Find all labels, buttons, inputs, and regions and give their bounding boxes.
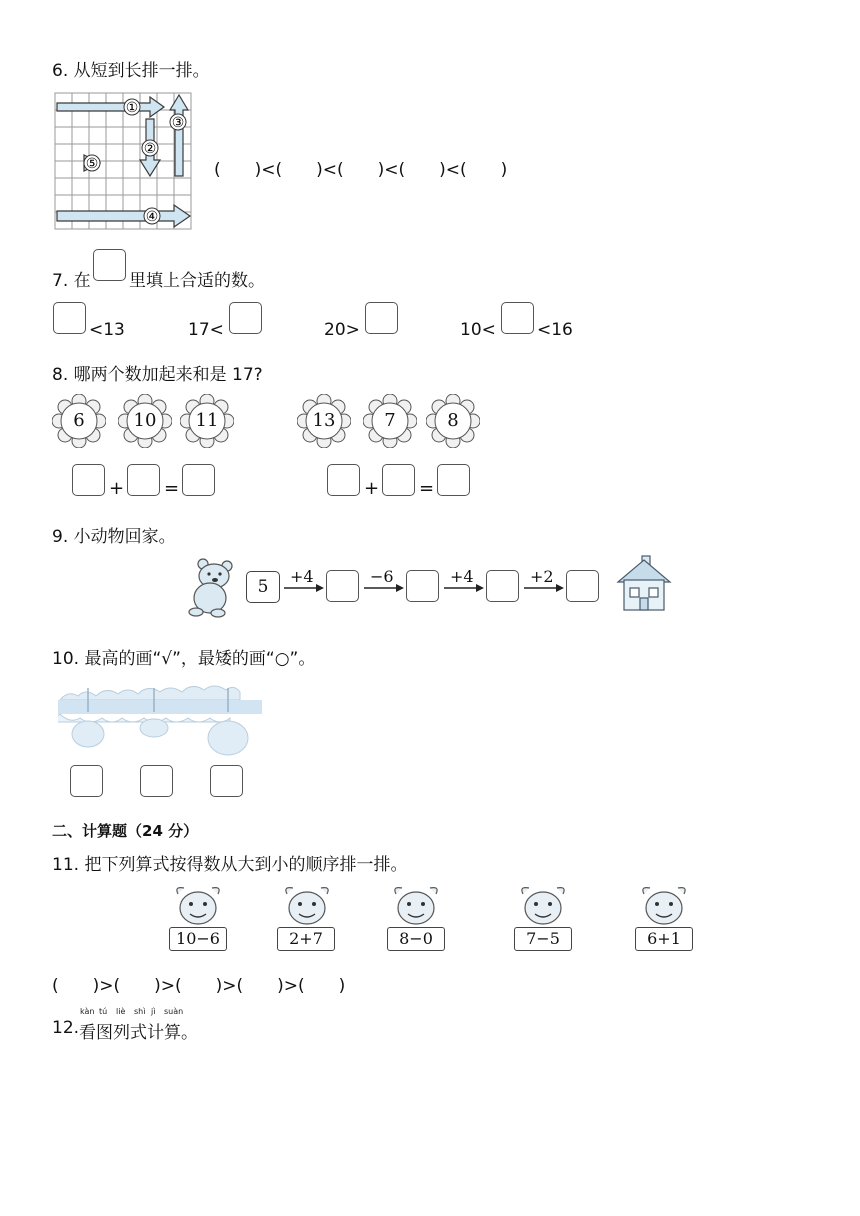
- label-2: ②: [143, 141, 157, 157]
- section-2-heading: 二、计算题（24 分）: [52, 822, 199, 840]
- q8-left-addend-2[interactable]: [127, 464, 160, 496]
- label-5: ⑤: [85, 156, 99, 172]
- expr-card-3: 8−0: [387, 927, 445, 951]
- step-4-label: +2: [530, 567, 554, 586]
- pinyin-shi: shì: [134, 1007, 146, 1016]
- q10-title: 10. 最高的画“√”，最矮的画“○”。: [52, 649, 316, 669]
- q7-title-prefix: 7. 在: [52, 271, 91, 291]
- pinyin-tu: tú: [99, 1007, 108, 1016]
- equals-sign-1: =: [164, 478, 180, 499]
- expr-card-1: 10−6: [169, 927, 227, 951]
- step-3-label: +4: [450, 567, 474, 586]
- pinyin-suan: suàn: [164, 1007, 184, 1016]
- q10-answer-box-2[interactable]: [140, 765, 173, 797]
- expr-card-5: 6+1: [635, 927, 693, 951]
- char-ji: 计: [147, 1023, 164, 1043]
- char-suan: 算: [164, 1023, 181, 1043]
- q6-order-answer[interactable]: ( )<( )<( )<( )<( ): [214, 160, 508, 180]
- char-shi: 式: [130, 1023, 147, 1043]
- sheep-icon: [517, 884, 569, 930]
- arrow-right-icon: [364, 582, 404, 594]
- char-tu: 图: [96, 1023, 113, 1043]
- pinyin-kan: kàn: [80, 1007, 95, 1016]
- sheep-icon: [390, 884, 442, 930]
- flower-6: 6: [52, 394, 106, 448]
- q8-right-addend-2[interactable]: [382, 464, 415, 496]
- q10-answer-box-1[interactable]: [70, 765, 103, 797]
- q7-item-4-before: 10<: [460, 320, 496, 340]
- label-4: ④: [145, 209, 159, 225]
- q7-title-suffix: 里填上合适的数。: [129, 271, 265, 291]
- q11-title: 11. 把下列算式按得数从大到小的顺序排一排。: [52, 855, 408, 875]
- sheep-icon: [281, 884, 333, 930]
- sheep-icon: [638, 884, 690, 930]
- q6-title: 6. 从短到长排一排。: [52, 61, 210, 81]
- flower-13: 13: [297, 394, 351, 448]
- plus-sign-1: +: [109, 478, 125, 499]
- start-number: 5: [246, 571, 280, 603]
- q9-title: 9. 小动物回家。: [52, 527, 176, 547]
- q9-answer-box-1[interactable]: [326, 570, 359, 602]
- arrow-right-icon: [524, 582, 564, 594]
- label-1: ①: [125, 100, 139, 116]
- q9-answer-box-2[interactable]: [406, 570, 439, 602]
- sheep-icon: [172, 884, 224, 930]
- expr-card-2: 2+7: [277, 927, 335, 951]
- q7-answer-box-4[interactable]: [501, 302, 534, 334]
- expr-card-4: 7−5: [514, 927, 572, 951]
- q7-item-3-before: 20>: [324, 320, 360, 340]
- plus-sign-2: +: [364, 478, 380, 499]
- arrow-right-icon: [444, 582, 484, 594]
- q8-left-sum[interactable]: [182, 464, 215, 496]
- q8-right-sum[interactable]: [437, 464, 470, 496]
- q7-item-1-after: <13: [89, 320, 125, 340]
- q7-item-4-after: <16: [537, 320, 573, 340]
- q9-answer-box-4[interactable]: [566, 570, 599, 602]
- q10-answer-box-3[interactable]: [210, 765, 243, 797]
- equals-sign-2: =: [419, 478, 435, 499]
- q8-title: 8. 哪两个数加起来和是 17?: [52, 365, 263, 385]
- flower-8: 8: [426, 394, 480, 448]
- q7-answer-box-2[interactable]: [229, 302, 262, 334]
- flower-10: 10: [118, 394, 172, 448]
- label-3: ③: [171, 115, 185, 131]
- sample-box: [93, 249, 126, 281]
- flower-11: 11: [180, 394, 234, 448]
- q12-period: 。: [181, 1023, 198, 1043]
- q12-number: 12.: [52, 1018, 80, 1038]
- step-1-label: +4: [290, 567, 314, 586]
- pinyin-lie: liè: [116, 1007, 126, 1016]
- char-lie: 列: [113, 1023, 130, 1043]
- q7-item-2-before: 17<: [188, 320, 224, 340]
- step-2-label: −6: [370, 567, 394, 586]
- arrow-right-icon: [284, 582, 324, 594]
- pinyin-ji: jì: [151, 1007, 156, 1016]
- q7-answer-box-3[interactable]: [365, 302, 398, 334]
- q7-answer-box-1[interactable]: [53, 302, 86, 334]
- house-icon: [616, 554, 672, 612]
- flower-7: 7: [363, 394, 417, 448]
- char-kan: 看: [79, 1023, 96, 1043]
- bear-icon: [186, 556, 240, 618]
- q11-order-answer[interactable]: ( )>( )>( )>( )>( ): [52, 976, 346, 996]
- q6-grid-figure: [54, 92, 194, 232]
- q9-answer-box-3[interactable]: [486, 570, 519, 602]
- q8-left-addend-1[interactable]: [72, 464, 105, 496]
- q8-right-addend-1[interactable]: [327, 464, 360, 496]
- trees-reflection-picture: [58, 682, 262, 758]
- q12-title: [52, 1005, 252, 1041]
